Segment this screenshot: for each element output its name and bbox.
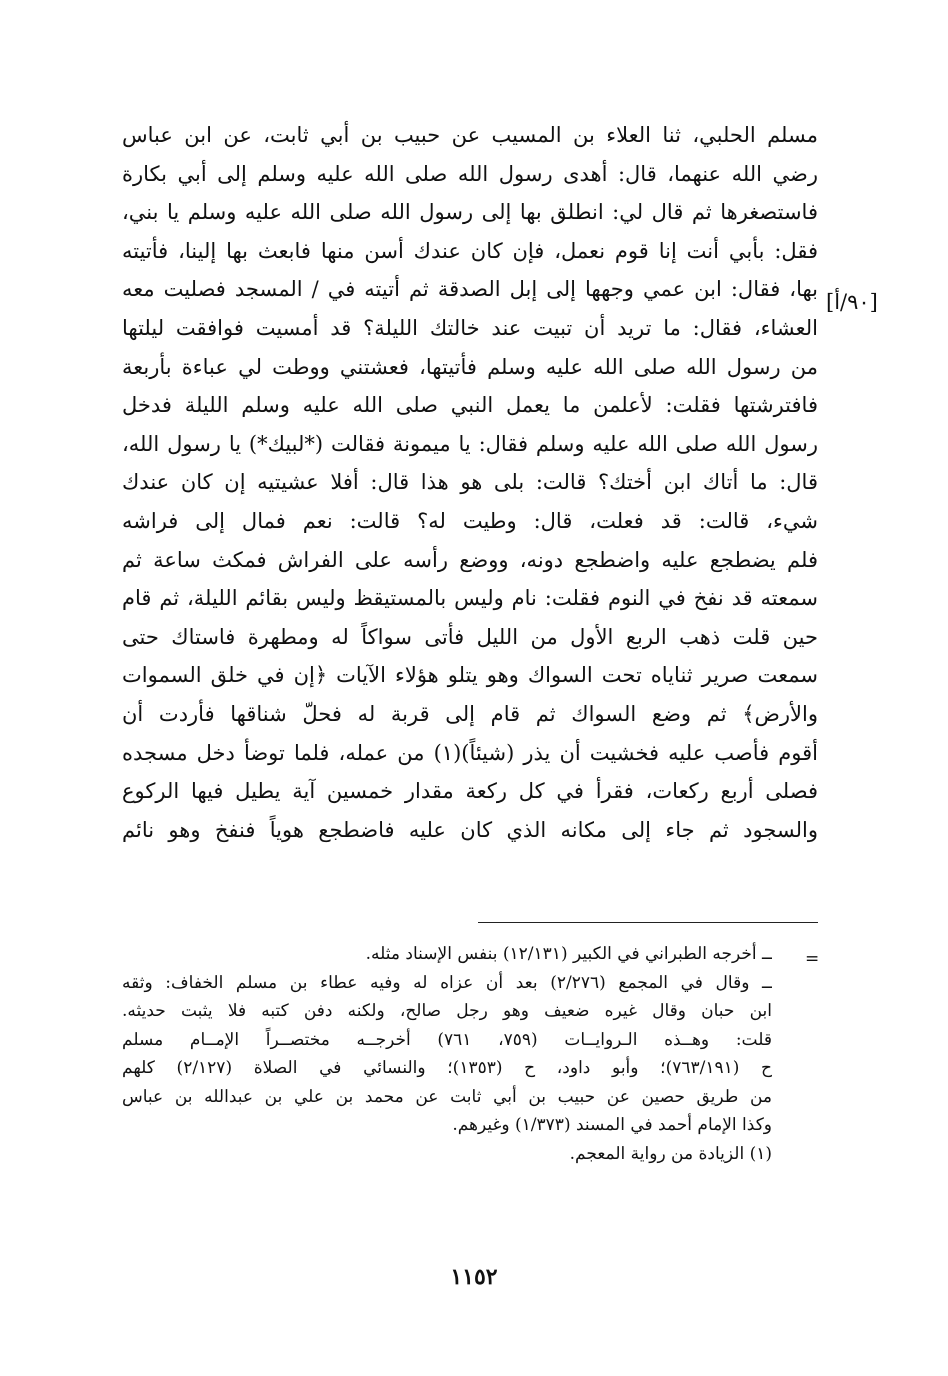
footnotes	[122, 940, 772, 1168]
text-line: بها، فقال: ابن عمي وجهها إلى إبل الصدقة ثم أتيته في / المسجد فصليت معه	[122, 277, 818, 302]
footnote-line: قلت: وهــذه الـروايــات (٧٥٩، ٧٦١) أخرجــه مختصــراً الإمــام مسلم	[122, 1029, 772, 1050]
footnote-line: ابن حبان وقال غيره ضعيف وهو رجل صالح، ولكنه دفن كتبه فلا يثبت حديثه.	[122, 1001, 772, 1021]
footnote-continuation-mark: =	[805, 949, 820, 969]
text-line: فلم يضطجع عليه واضطجع دونه، ووضع رأسه على الفراش فمكث ساعة ثم	[122, 547, 818, 572]
footnote-line: ح (٧٦٣/١٩١)؛ وأبو داود، ح (١٣٥٣)؛ والنسائي في الصلاة (٢/١٢٧) كلهم	[122, 1058, 772, 1078]
text-line: فقل: بأبي أنت إنا قوم نعمل، فإن كان عندك أسن منها فابعث بها إلينا، فأتيته	[122, 238, 818, 263]
text-line: فافترشتها فقلت: لأعلمن ما يعمل النبي صلى الله عليه وسلم الليلة فدخل	[122, 393, 818, 418]
footnote-line: من طريق حصين عن حبيب بن أبي ثابت عن محمد بن علي بن عبدالله بن عباس	[122, 1086, 772, 1107]
text-line: رضي الله عنهما، قال: أهدى رسول الله صلى الله عليه وسلم إلى أبي بكارة	[122, 161, 818, 186]
text-line: حين قلت ذهب الربع الأول من الليل فأتى سواكاً له ومطهرة فاستاك حتى	[122, 624, 818, 649]
footnote-line: ــ وقال في المجمع (٢/٢٧٦) بعد أن عزاه له وفيه عطاء بن مسلم الخفاف: وثقه	[122, 972, 772, 993]
text-line: والأرض﴾ ثم وضع السواك ثم قام إلى قربة له فحلّ شناقها فأردت أن	[122, 701, 818, 726]
text-line: العشاء، فقال: ما تريد أن تبيت عند خالتك الليلة؟ قد أمسيت فوافقت ليلتها	[122, 315, 818, 340]
text-line: أقوم فأصب عليه فخشيت أن يذر (شيئاً)(١) من عمله، فلما توضأ دخل مسجده	[122, 740, 818, 765]
text-line: سمعت صرير ثناياه تحت السواك وهو يتلو هؤلاء الآيات ﴿إن في خلق السموات	[122, 663, 818, 688]
text-line: فصلى أربع ركعات، فقرأ في كل ركعة مقدار خمسين آية يطيل فيها الركوع	[122, 779, 818, 804]
text-line: والسجود ثم جاء إلى مكانه الذي كان عليه فاضطجع هوياً فنفخ وهو نائم	[122, 817, 818, 842]
footnote-line: ــ أخرجه الطبراني في الكبير (١٢/١٣١) بنفس الإسناد مثله.	[365, 944, 772, 964]
footnote-line: وكذا الإمام أحمد في المسند (١/٣٧٣) وغيرهم.	[452, 1115, 772, 1135]
page-number: ١١٥٢	[450, 1264, 498, 1290]
footnote-divider	[478, 922, 818, 923]
text-line: شيء، قالت: قد فعلت، قال: وطيت له؟ قالت: نعم فمال إلى فراشه	[122, 508, 818, 533]
text-line: سمعته قد نفخ في النوم فقلت: نام وليس بالمستيقظ وليس بقائم الليلة، ثم قام	[122, 586, 818, 611]
folio-margin-marker: [٩٠/أ]	[826, 290, 878, 314]
text-line: قال: ما أتاك ابن أختك؟ قالت: بلى هو هذا قال: أفلا عشيتيه إن كان عندك	[122, 470, 818, 495]
text-line: من رسول الله صلى الله عليه وسلم فأتيتها، فعشتني ووطت لي عباءة بأربعة	[122, 354, 818, 379]
text-line: مسلم الحلبي، ثنا العلاء بن المسيب عن حبيب بن أبي ثابت، عن ابن عباس	[122, 123, 818, 147]
footnote-line: (١) الزيادة من رواية المعجم.	[569, 1143, 772, 1164]
text-line: فاستصغرها ثم قال لي: انطلق بها إلى رسول الله صلى الله عليه وسلم يا بني،	[122, 200, 818, 225]
main-text	[122, 116, 818, 849]
text-line: رسول الله صلى الله عليه وسلم فقال: يا ميمونة فقالت (*لبيك*) يا رسول الله،	[122, 431, 818, 456]
